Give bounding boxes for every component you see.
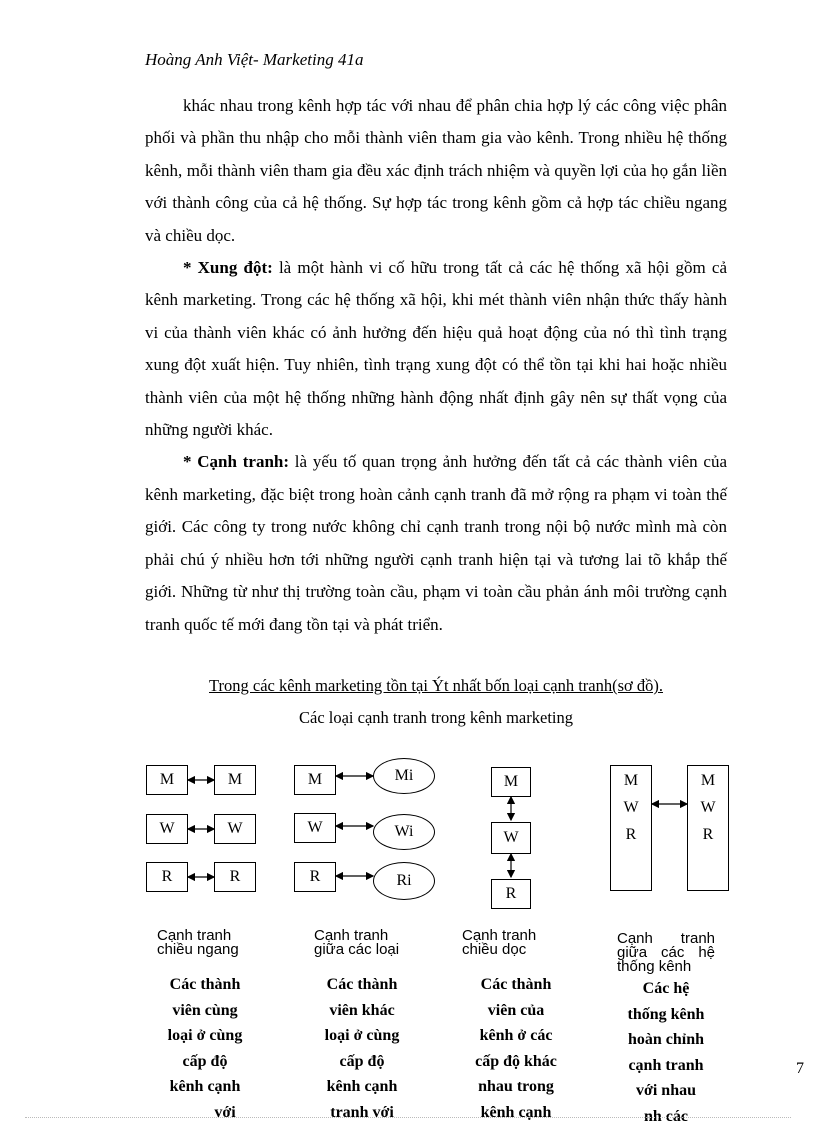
c1-box-m-left: M xyxy=(146,765,188,795)
desc-line: cấp độ khác xyxy=(451,1049,581,1075)
c4-system-right xyxy=(687,765,729,891)
desc-horizontal xyxy=(140,972,270,1125)
desc-line: Các thành xyxy=(140,972,270,998)
desc-between-types xyxy=(297,972,427,1125)
c1-box-m-right: M xyxy=(214,765,256,795)
desc-line: loại ở cùng xyxy=(297,1023,427,1049)
c1-box-r-right: R xyxy=(214,862,256,892)
desc-line: viên cùng xyxy=(140,998,270,1024)
desc-line: viên của xyxy=(451,998,581,1024)
caption-line: Cạnh tranh xyxy=(617,932,715,946)
desc-line: viên khác xyxy=(297,998,427,1024)
c1-box-r-left: R xyxy=(146,862,188,892)
c4-right-r: R xyxy=(703,826,714,853)
desc-line: kênh cạnh xyxy=(451,1100,581,1126)
page-number: 7 xyxy=(796,1060,804,1078)
desc-line: cạnh tranh xyxy=(601,1053,731,1079)
page-header: Hoàng Anh Việt- Marketing 41a xyxy=(145,50,363,70)
desc-line: kênh ở các xyxy=(451,1023,581,1049)
desc-vertical xyxy=(451,972,581,1125)
c4-right-w: W xyxy=(700,799,715,826)
desc-line: với nhau xyxy=(601,1078,731,1104)
diagram-title: Các loại cạnh tranh trong kênh marketing xyxy=(145,708,727,728)
desc-line: Các hệ xyxy=(601,976,731,1002)
c1-box-w-right: W xyxy=(214,814,256,844)
desc-line: Các thành xyxy=(297,972,427,998)
caption-line: Cạnh tranh xyxy=(462,929,536,943)
desc-line: kênh cạnh xyxy=(297,1074,427,1100)
c2-box-r: R xyxy=(294,862,336,892)
caption-vertical xyxy=(462,929,536,957)
desc-line: với xyxy=(140,1100,270,1126)
competition-label: * Cạnh tranh: xyxy=(183,452,289,471)
desc-line: tranh với xyxy=(297,1100,427,1126)
caption-line: Cạnh tranh xyxy=(157,929,239,943)
paragraph-competition xyxy=(145,446,727,640)
c4-left-m: M xyxy=(624,772,638,799)
conflict-label: * Xung đột: xyxy=(183,258,273,277)
c2-ellipse-mi: Mi xyxy=(373,758,435,794)
desc-line: nh các xyxy=(601,1104,731,1129)
paragraph-cooperation: khác nhau trong kênh hợp tác với nhau để phân chia hợp lý các công việc phân phối và phần thu nhập cho mỗi thành viên tham gia vào kênh. Trong nhiều hệ thống kênh, mỗi thành viên tham gia đều xác định trách nhiệm và quyền lợi của họ gắn liền với thành công của cả hệ thống. Sự hợp tác trong kênh gồm cả hợp tác chiều ngang và chiều dọc. xyxy=(145,90,727,252)
desc-line: Các thành xyxy=(451,972,581,998)
footer-divider xyxy=(25,1117,791,1118)
competition-text: là yếu tố quan trọng ảnh hưởng đến tất cả các thành viên của kênh marketing, đặc biệt trong hoàn cảnh cạnh tranh đã mở rộng ra phạm vi toàn thế giới. Các công ty trong nước không chỉ cạnh tranh trong nội bộ nước mình mà còn phải chú ý nhiều hơn tới những người cạnh tranh hiện tại và tương lai tõ khắp thế giới. Những từ như thị trường toàn cầu, phạm vi toàn cầu phản ánh môi trường cạnh tranh quốc tế mới đang tồn tại và phát triển. xyxy=(145,452,727,633)
caption-between-types xyxy=(314,929,399,957)
diagram-intro-line: Trong các kênh marketing tồn tại Ýt nhất bốn loại cạnh tranh(sơ đồ). xyxy=(145,676,727,696)
c2-box-m: M xyxy=(294,765,336,795)
desc-line: kênh cạnh xyxy=(140,1074,270,1100)
desc-line: nhau trong xyxy=(451,1074,581,1100)
caption-line: giữa các hệ xyxy=(617,946,715,960)
c4-left-w: W xyxy=(623,799,638,826)
caption-horizontal xyxy=(157,929,239,957)
caption-line: Cạnh tranh xyxy=(314,929,399,943)
caption-between-systems xyxy=(617,932,715,974)
desc-line: loại ở cùng xyxy=(140,1023,270,1049)
c4-left-r: R xyxy=(626,826,637,853)
c2-box-w: W xyxy=(294,813,336,843)
conflict-text: là một hành vi cố hữu trong tất cả các hệ thống xã hội gồm cả kênh marketing. Trong các hệ thống xã hội, khi mét thành viên nhận thức thấy hành vi của thành viên khác có ảnh hưởng đến hiệu quả hoạt động của nó thì tình trạng xung đột xuất hiện. Tuy nhiên, tình trạng xung đột có thể tồn tại khi hai hoặc nhiều thành viên của một hệ thống những hành động nhất định gây nên sự thất vọng của những người khác. xyxy=(145,258,727,439)
c4-system-left xyxy=(610,765,652,891)
desc-line: cấp độ xyxy=(297,1049,427,1075)
caption-line: thống kênh xyxy=(617,960,715,974)
desc-between-systems xyxy=(601,976,731,1129)
desc-line: thống kênh xyxy=(601,1002,731,1028)
c3-box-r: R xyxy=(491,879,531,909)
caption-line: giữa các loại xyxy=(314,943,399,957)
c3-box-m: M xyxy=(491,767,531,797)
desc-line: cấp độ xyxy=(140,1049,270,1075)
paragraph-conflict xyxy=(145,252,727,446)
c3-box-w: W xyxy=(491,822,531,854)
c1-box-w-left: W xyxy=(146,814,188,844)
c2-ellipse-ri: Ri xyxy=(373,862,435,900)
caption-line: chiều dọc xyxy=(462,943,536,957)
c2-ellipse-wi: Wi xyxy=(373,814,435,850)
caption-line: chiều ngang xyxy=(157,943,239,957)
body-text xyxy=(145,90,727,641)
c4-right-m: M xyxy=(701,772,715,799)
desc-line: hoàn chỉnh xyxy=(601,1027,731,1053)
